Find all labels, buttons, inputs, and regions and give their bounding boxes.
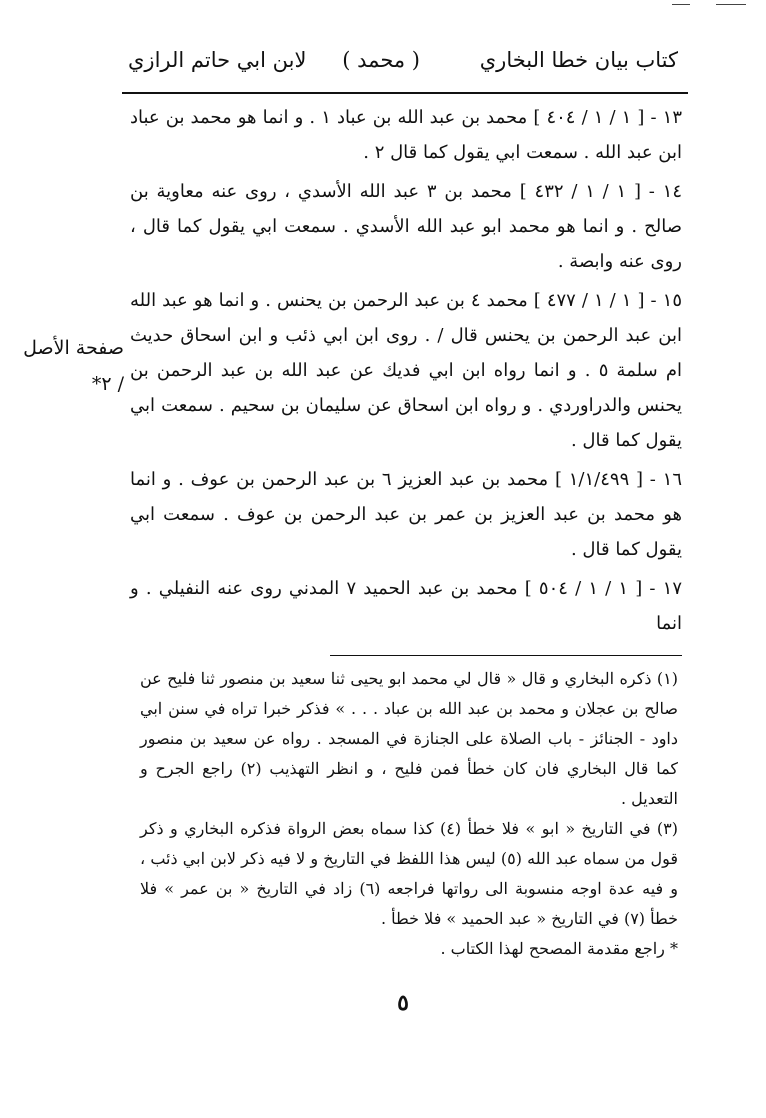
page-number: ٥ bbox=[397, 990, 409, 1016]
entry-14: ١٤ - [ ١ / ١ / ٤٣٢ ] محمد بن ٣ عبد الله الأسدي ، روى عنه معاوية بن صالح . و انما هو محمد ابو عبد الله الأسدي . سمعت ابي يقول كما قال ، روى عنه وابصة . bbox=[130, 181, 682, 272]
main-text bbox=[130, 100, 682, 645]
footnotes bbox=[140, 664, 678, 964]
entry-16: ١٦ - [ ١/١/٤٩٩ ] محمد بن عبد العزيز ٦ بن عبد الرحمن بن عوف . و انما هو محمد بن عبد العزيز بن عمر بن عبد الرحمن بن عوف . سمعت ابي يقول كما قال . bbox=[130, 469, 683, 560]
header-book-title: كتاب بيان خطا البخاري bbox=[479, 48, 678, 72]
header-rule bbox=[122, 92, 688, 94]
entry-15: ١٥ - [ ١ / ١ / ٤٧٧ ] محمد ٤ بن عبد الرحمن بن يحنس . و انما هو عبد الله ابن عبد الرحمن بن يحنس قال / . روى ابن ابي ذئب و ابن اسحاق حديث ام سلمة ٥ . و انما رواه ابن ابي فديك عن عبد الله بن عبد الرحمن بن يحنس والدراوردي . و رواه ابن اسحاق عن سليمان بن سحيم . سمعت ابي يقول كما قال . bbox=[130, 290, 682, 451]
scan-mark-left bbox=[672, 4, 690, 5]
margin-note-page-ref: / ٢* bbox=[91, 373, 124, 395]
entry-17: ١٧ - [ ١ / ١ / ٥٠٤ ] محمد بن عبد الحميد ٧ المدني روى عنه النفيلي . و انما bbox=[130, 578, 682, 634]
margin-note-label: صفحة الأصل bbox=[23, 337, 124, 359]
header-section: ( محمد ) bbox=[342, 48, 420, 72]
entry-13: ١٣ - [ ١ / ١ / ٤٠٤ ] محمد بن عبد الله بن عباد ١ . و انما هو محمد بن عباد ابن عبد الله . سمعت ابي يقول كما قال ٢ . bbox=[130, 107, 682, 163]
header-author: لابن ابي حاتم الرازي bbox=[128, 48, 307, 72]
scan-mark-right bbox=[716, 4, 746, 5]
footnote-block-1: (١) ذكره البخاري و قال « قال لي محمد ابو يحيى ثنا سعيد بن منصور ثنا فليح عن صالح بن عجلان و محمد بن عبد الله بن عباد . . . » فذكر خبرا تراه في سنن ابي داود - الجنائز - باب الصلاة على الجنازة في المسجد . رواه عن سعيد بن منصور كما قال البخاري فان كان خطأ فمن فليح ، و انظر التهذيب (٢) راجع الجرح و التعديل . bbox=[140, 669, 679, 808]
footnote-rule bbox=[330, 655, 682, 656]
footnote-asterisk: * راجع مقدمة المصحح لهذا الكتاب . bbox=[440, 939, 678, 958]
footnote-block-2: (٣) في التاريخ « ابو » فلا خطأ (٤) كذا سماه بعض الرواة فذكره البخاري و ذكر قول من سماه عبد الله (٥) ليس هذا اللفظ في التاريخ و لا فيه ذكر لابن ابي ذئب ، و فيه عدة اوجه منسوبة الى رواتها فراجعه (٦) زاد في التاريخ « بن عمر » فلا خطأ (٧) في التاريخ « عبد الحميد » فلا خطأ . bbox=[140, 819, 679, 928]
running-header bbox=[128, 42, 678, 82]
margin-note bbox=[16, 330, 124, 402]
